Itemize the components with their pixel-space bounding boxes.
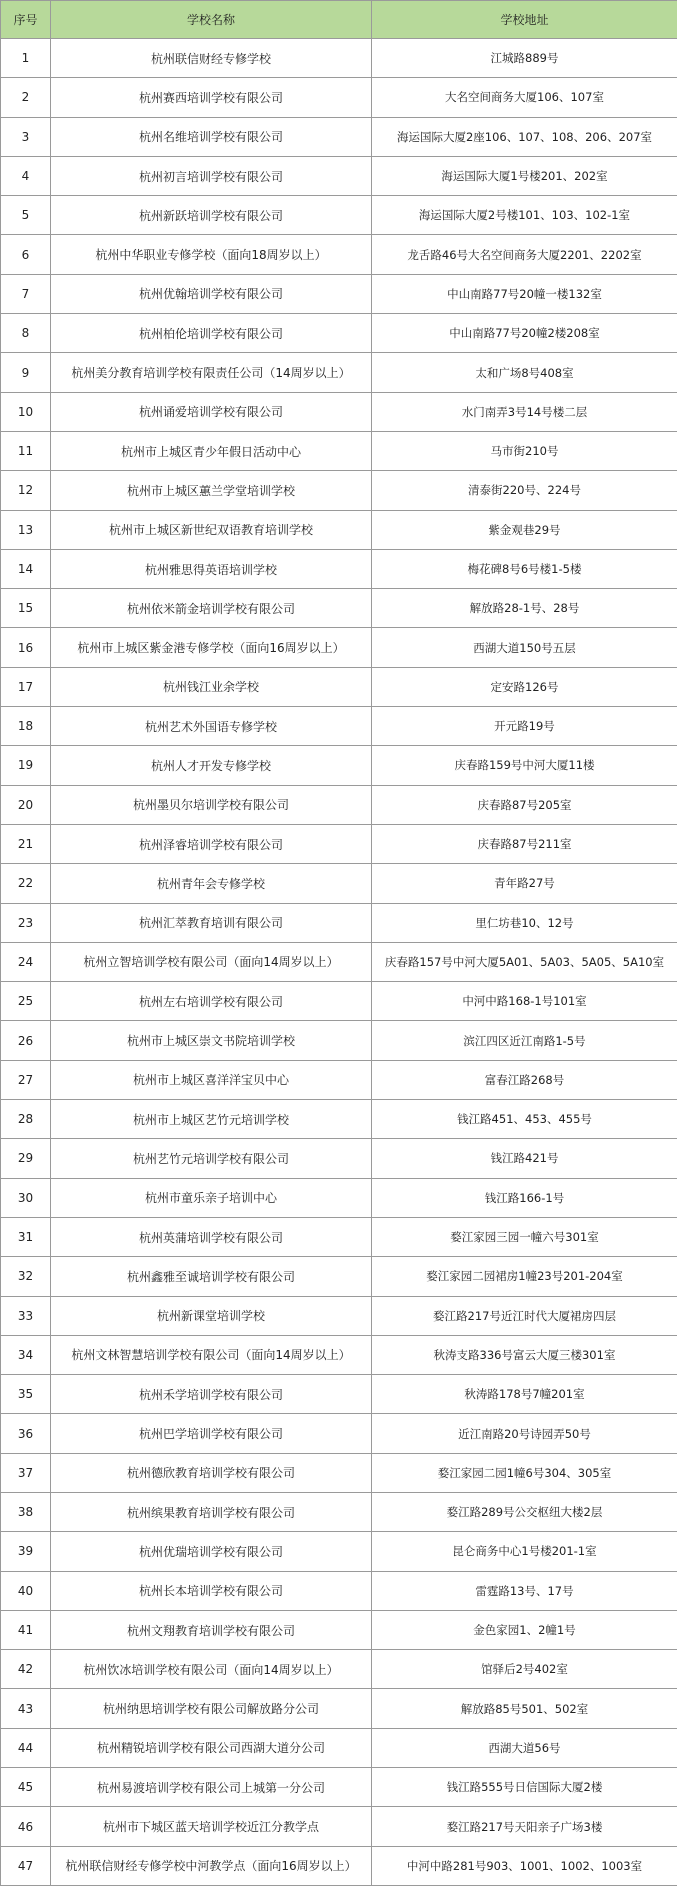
row-school-address: 清泰街220号、224号	[372, 471, 677, 510]
row-serial-number: 33	[1, 1296, 51, 1335]
table-row	[1, 982, 677, 1021]
row-serial-number: 20	[1, 785, 51, 824]
row-serial-number: 23	[1, 903, 51, 942]
table-row	[1, 903, 677, 942]
row-school-address: 昆仑商务中心1号楼201-1室	[372, 1532, 677, 1571]
row-serial-number: 14	[1, 549, 51, 588]
row-school-address: 江城路889号	[372, 39, 677, 78]
table-row	[1, 117, 677, 156]
row-school-name: 杭州优瑞培训学校有限公司	[51, 1532, 372, 1571]
row-school-name: 杭州初言培训学校有限公司	[51, 156, 372, 195]
row-school-address: 定安路126号	[372, 667, 677, 706]
row-school-name: 杭州市上城区崇文书院培训学校	[51, 1021, 372, 1060]
row-serial-number: 35	[1, 1375, 51, 1414]
table-row	[1, 549, 677, 588]
row-school-name: 杭州艺术外国语专修学校	[51, 707, 372, 746]
row-school-name: 杭州诵爱培训学校有限公司	[51, 392, 372, 431]
row-serial-number: 15	[1, 589, 51, 628]
row-school-name: 杭州赛西培训学校有限公司	[51, 78, 372, 117]
table-row	[1, 1021, 677, 1060]
row-serial-number: 21	[1, 824, 51, 863]
table-row	[1, 785, 677, 824]
row-serial-number: 44	[1, 1728, 51, 1767]
row-school-address: 开元路19号	[372, 707, 677, 746]
table-row	[1, 1060, 677, 1099]
row-school-name: 杭州联信财经专修学校中河教学点（面向16周岁以上）	[51, 1846, 372, 1885]
table-row	[1, 746, 677, 785]
row-school-address: 庆春路87号205室	[372, 785, 677, 824]
row-school-name: 杭州汇萃教育培训有限公司	[51, 903, 372, 942]
row-school-name: 杭州长本培训学校有限公司	[51, 1571, 372, 1610]
row-school-name: 杭州中华职业专修学校（面向18周岁以上）	[51, 235, 372, 274]
row-school-name: 杭州墨贝尔培训学校有限公司	[51, 785, 372, 824]
row-school-name: 杭州柏伦培训学校有限公司	[51, 314, 372, 353]
table-row	[1, 1571, 677, 1610]
row-school-address: 梅花碑8号6号楼1-5楼	[372, 549, 677, 588]
header-school-name: 学校名称	[51, 1, 372, 39]
row-school-name: 杭州德欣教育培训学校有限公司	[51, 1453, 372, 1492]
row-school-name: 杭州市上城区新世纪双语教育培训学校	[51, 510, 372, 549]
row-school-address: 婺江家园三园一幢六号301室	[372, 1217, 677, 1256]
row-school-address: 秋涛路178号7幢201室	[372, 1375, 677, 1414]
row-school-name: 杭州鑫雅至诚培训学校有限公司	[51, 1257, 372, 1296]
table-row	[1, 628, 677, 667]
row-school-name: 杭州精锐培训学校有限公司西湖大道分公司	[51, 1728, 372, 1767]
row-school-address: 中山南路77号20幢2楼208室	[372, 314, 677, 353]
row-school-name: 杭州新课堂培训学校	[51, 1296, 372, 1335]
table-row	[1, 707, 677, 746]
row-school-name: 杭州文翔教育培训学校有限公司	[51, 1610, 372, 1649]
table-row	[1, 1453, 677, 1492]
table-row	[1, 274, 677, 313]
row-school-name: 杭州人才开发专修学校	[51, 746, 372, 785]
row-serial-number: 26	[1, 1021, 51, 1060]
table-row	[1, 1768, 677, 1807]
row-school-address: 海运国际大厦2号楼101、103、102-1室	[372, 196, 677, 235]
row-serial-number: 8	[1, 314, 51, 353]
row-school-name: 杭州雅思得英语培训学校	[51, 549, 372, 588]
row-serial-number: 32	[1, 1257, 51, 1296]
row-school-address: 中河中路281号903、1001、1002、1003室	[372, 1846, 677, 1885]
row-school-address: 中山南路77号20幢一楼132室	[372, 274, 677, 313]
row-school-address: 金色家园1、2幢1号	[372, 1610, 677, 1649]
table-row	[1, 864, 677, 903]
header-serial-number: 序号	[1, 1, 51, 39]
row-serial-number: 24	[1, 942, 51, 981]
table-row	[1, 1532, 677, 1571]
row-school-address: 钱江路421号	[372, 1139, 677, 1178]
row-serial-number: 4	[1, 156, 51, 195]
header-school-address: 学校地址	[372, 1, 677, 39]
row-school-address: 近江南路20号诗园弄50号	[372, 1414, 677, 1453]
row-serial-number: 12	[1, 471, 51, 510]
row-school-name: 杭州市下城区蓝天培训学校近江分教学点	[51, 1807, 372, 1846]
table-row	[1, 824, 677, 863]
row-school-name: 杭州易渡培训学校有限公司上城第一分公司	[51, 1768, 372, 1807]
row-serial-number: 1	[1, 39, 51, 78]
row-school-name: 杭州英蒲培训学校有限公司	[51, 1217, 372, 1256]
row-school-address: 婺江路289号公交枢纽大楼2层	[372, 1492, 677, 1531]
table-row	[1, 1807, 677, 1846]
row-school-name: 杭州市上城区青少年假日活动中心	[51, 431, 372, 470]
row-serial-number: 29	[1, 1139, 51, 1178]
row-school-address: 里仁坊巷10、12号	[372, 903, 677, 942]
row-school-name: 杭州文林智慧培训学校有限公司（面向14周岁以上）	[51, 1335, 372, 1374]
table-row	[1, 39, 677, 78]
table-row	[1, 1139, 677, 1178]
row-serial-number: 2	[1, 78, 51, 117]
row-school-address: 庆春路159号中河大厦11楼	[372, 746, 677, 785]
table-row	[1, 1100, 677, 1139]
row-serial-number: 9	[1, 353, 51, 392]
row-school-name: 杭州名维培训学校有限公司	[51, 117, 372, 156]
row-serial-number: 41	[1, 1610, 51, 1649]
row-school-name: 杭州青年会专修学校	[51, 864, 372, 903]
table-row	[1, 196, 677, 235]
row-school-address: 水门南弄3号14号楼二层	[372, 392, 677, 431]
row-serial-number: 13	[1, 510, 51, 549]
table-row	[1, 235, 677, 274]
row-school-address: 婺江家园二园1幢6号304、305室	[372, 1453, 677, 1492]
row-school-address: 婺江路217号近江时代大厦裙房四层	[372, 1296, 677, 1335]
row-school-name: 杭州新跃培训学校有限公司	[51, 196, 372, 235]
table-row	[1, 431, 677, 470]
table-row	[1, 1728, 677, 1767]
table-row	[1, 1414, 677, 1453]
table-row	[1, 510, 677, 549]
row-serial-number: 39	[1, 1532, 51, 1571]
row-school-address: 大名空间商务大厦106、107室	[372, 78, 677, 117]
table-row	[1, 667, 677, 706]
row-serial-number: 42	[1, 1650, 51, 1689]
row-school-name: 杭州市上城区蕙兰学堂培训学校	[51, 471, 372, 510]
row-school-address: 中河中路168-1号101室	[372, 982, 677, 1021]
table-row	[1, 1846, 677, 1885]
row-school-address: 庆春路157号中河大厦5A01、5A03、5A05、5A10室	[372, 942, 677, 981]
row-school-address: 秋涛支路336号富云大厦三楼301室	[372, 1335, 677, 1374]
row-serial-number: 30	[1, 1178, 51, 1217]
row-school-address: 钱江路555号日信国际大厦2楼	[372, 1768, 677, 1807]
table-header-row	[1, 1, 677, 39]
row-school-address: 龙舌路46号大名空间商务大厦2201、2202室	[372, 235, 677, 274]
row-school-address: 海运国际大厦1号楼201、202室	[372, 156, 677, 195]
row-school-name: 杭州饮冰培训学校有限公司（面向14周岁以上）	[51, 1650, 372, 1689]
row-school-address: 滨江四区近江南路1-5号	[372, 1021, 677, 1060]
row-school-name: 杭州泽睿培训学校有限公司	[51, 824, 372, 863]
row-serial-number: 34	[1, 1335, 51, 1374]
row-school-address: 钱江路451、453、455号	[372, 1100, 677, 1139]
row-serial-number: 25	[1, 982, 51, 1021]
row-serial-number: 6	[1, 235, 51, 274]
row-school-address: 婺江家园二园裙房1幢23号201-204室	[372, 1257, 677, 1296]
table-row	[1, 1296, 677, 1335]
row-serial-number: 16	[1, 628, 51, 667]
table-body	[1, 39, 677, 1886]
row-serial-number: 47	[1, 1846, 51, 1885]
row-serial-number: 46	[1, 1807, 51, 1846]
row-school-name: 杭州纳思培训学校有限公司解放路分公司	[51, 1689, 372, 1728]
row-serial-number: 40	[1, 1571, 51, 1610]
row-school-name: 杭州缤果教育培训学校有限公司	[51, 1492, 372, 1531]
row-serial-number: 19	[1, 746, 51, 785]
row-school-address: 解放路28-1号、28号	[372, 589, 677, 628]
row-serial-number: 38	[1, 1492, 51, 1531]
row-school-name: 杭州立智培训学校有限公司（面向14周岁以上）	[51, 942, 372, 981]
table-row	[1, 589, 677, 628]
row-school-name: 杭州依米箭金培训学校有限公司	[51, 589, 372, 628]
table-row	[1, 1375, 677, 1414]
row-serial-number: 45	[1, 1768, 51, 1807]
row-school-address: 海运国际大厦2座106、107、108、206、207室	[372, 117, 677, 156]
row-school-name: 杭州巴学培训学校有限公司	[51, 1414, 372, 1453]
row-school-address: 西湖大道56号	[372, 1728, 677, 1767]
table-row	[1, 1610, 677, 1649]
table-row	[1, 78, 677, 117]
row-school-address: 富春江路268号	[372, 1060, 677, 1099]
row-serial-number: 18	[1, 707, 51, 746]
row-school-name: 杭州优翰培训学校有限公司	[51, 274, 372, 313]
row-school-address: 紫金观巷29号	[372, 510, 677, 549]
row-school-name: 杭州钱江业余学校	[51, 667, 372, 706]
row-school-name: 杭州左右培训学校有限公司	[51, 982, 372, 1021]
row-school-address: 青年路27号	[372, 864, 677, 903]
table-row	[1, 314, 677, 353]
row-school-name: 杭州美分教育培训学校有限责任公司（14周岁以上）	[51, 353, 372, 392]
table-row	[1, 1492, 677, 1531]
table-row	[1, 942, 677, 981]
row-school-name: 杭州市上城区紫金港专修学校（面向16周岁以上）	[51, 628, 372, 667]
table-row	[1, 1178, 677, 1217]
table-row	[1, 1689, 677, 1728]
row-serial-number: 43	[1, 1689, 51, 1728]
table-row	[1, 156, 677, 195]
table-row	[1, 1335, 677, 1374]
row-school-address: 解放路85号501、502室	[372, 1689, 677, 1728]
row-school-address: 马市街210号	[372, 431, 677, 470]
row-serial-number: 17	[1, 667, 51, 706]
row-school-name: 杭州联信财经专修学校	[51, 39, 372, 78]
row-serial-number: 10	[1, 392, 51, 431]
row-serial-number: 36	[1, 1414, 51, 1453]
row-serial-number: 7	[1, 274, 51, 313]
row-school-address: 钱江路166-1号	[372, 1178, 677, 1217]
row-school-name: 杭州市童乐亲子培训中心	[51, 1178, 372, 1217]
row-school-address: 西湖大道150号五层	[372, 628, 677, 667]
row-school-name: 杭州禾学培训学校有限公司	[51, 1375, 372, 1414]
row-serial-number: 31	[1, 1217, 51, 1256]
row-serial-number: 28	[1, 1100, 51, 1139]
row-school-name: 杭州市上城区喜洋洋宝贝中心	[51, 1060, 372, 1099]
row-serial-number: 3	[1, 117, 51, 156]
table-row	[1, 1650, 677, 1689]
row-school-address: 婺江路217号天阳亲子广场3楼	[372, 1807, 677, 1846]
row-school-name: 杭州市上城区艺竹元培训学校	[51, 1100, 372, 1139]
table-row	[1, 392, 677, 431]
row-school-address: 馆驿后2号402室	[372, 1650, 677, 1689]
row-school-name: 杭州艺竹元培训学校有限公司	[51, 1139, 372, 1178]
row-serial-number: 22	[1, 864, 51, 903]
row-school-address: 庆春路87号211室	[372, 824, 677, 863]
table-row	[1, 353, 677, 392]
row-serial-number: 5	[1, 196, 51, 235]
row-serial-number: 27	[1, 1060, 51, 1099]
table-row	[1, 1257, 677, 1296]
row-school-address: 太和广场8号408室	[372, 353, 677, 392]
row-school-address: 雷霆路13号、17号	[372, 1571, 677, 1610]
table-row	[1, 1217, 677, 1256]
row-serial-number: 37	[1, 1453, 51, 1492]
table-row	[1, 471, 677, 510]
row-serial-number: 11	[1, 431, 51, 470]
